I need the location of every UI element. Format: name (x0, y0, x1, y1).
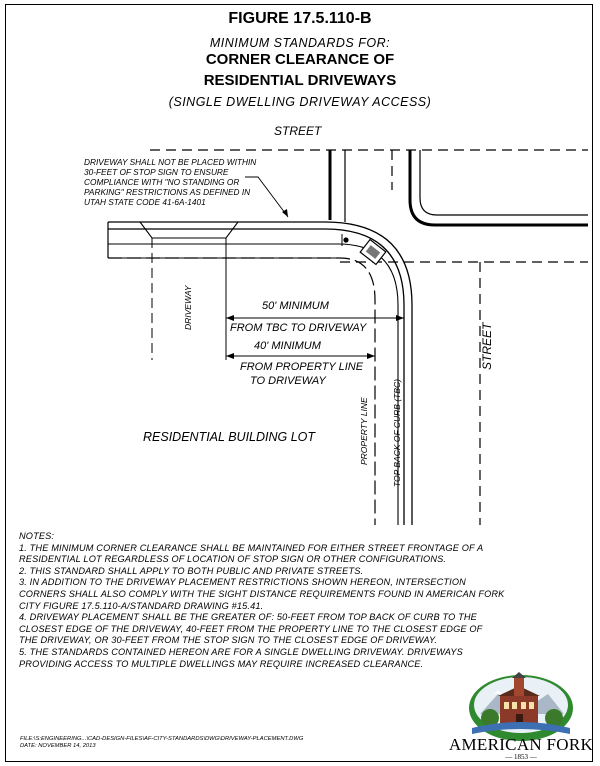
note-line: 2. THIS STANDARD SHALL APPLY TO BOTH PUBLIC AND PRIVATE STREETS. (19, 565, 364, 576)
note-line: 5. THE STANDARDS CONTAINED HEREON ARE FOR A SINGLE DWELLING DRIVEWAY. DRIVEWAYS (19, 646, 463, 657)
street-right-label: STREET (480, 322, 494, 370)
note-line: CORNERS SHALL ALSO COMPLY WITH THE SIGHT DISTANCE REQUIREMENTS FOUND IN AMERICAN FORK (19, 588, 505, 599)
far-corner-curb (410, 150, 588, 225)
figure-heading-line2: RESIDENTIAL DRIVEWAYS (203, 72, 397, 89)
dim-50-value: 50' MINIMUM (262, 300, 329, 312)
tbc-label: TOP BACK OF CURB (TBC) (392, 379, 402, 487)
logo-year: — 1853 — (505, 753, 537, 761)
dim-40-value: 40' MINIMUM (254, 340, 321, 352)
figure-number: FIGURE 17.5.110-B (228, 10, 372, 27)
file-path: FILE:\S:ENGINEERING...\CAD-DESIGN-FILES\AF-CITY-STANDARDS\DWG\DRIVEWAY-PLACEMENT.DWG (20, 736, 304, 742)
lot-label: RESIDENTIAL BUILDING LOT (143, 430, 316, 444)
property-line (108, 258, 375, 525)
property-line-label: PROPERTY LINE (359, 397, 369, 465)
dim-50-desc: FROM TBC TO DRIVEWAY (230, 322, 367, 334)
note-line: 4. DRIVEWAY PLACEMENT SHALL BE THE GREATER OF: 50-FEET FROM TOP BACK OF CURB TO THE (19, 612, 477, 623)
curb-line-outer (108, 222, 412, 525)
street-top-label: STREET (274, 124, 322, 138)
stop-sign-icon (343, 237, 348, 242)
figure-scope: (SINGLE DWELLING DRIVEWAY ACCESS) (168, 95, 432, 109)
file-footer (20, 736, 303, 750)
far-corner-back (420, 150, 588, 215)
note-line: CITY FIGURE 17.5.110-A/STANDARD DRAWING #15.41. (19, 600, 264, 611)
note-line: THE DRIVEWAY, OR 30-FEET FROM THE STOP SIGN TO THE CLOSEST EDGE OF DRIVEWAY. (19, 635, 438, 646)
logo-wordmark: AMERICAN FORK (448, 735, 594, 754)
dim-40-desc-line1: FROM PROPERTY LINE (240, 361, 364, 373)
driveway-flare (140, 222, 238, 238)
notes-heading: NOTES: (19, 531, 55, 541)
driveway-label: DRIVEWAY (183, 285, 193, 330)
note-line: 3. IN ADDITION TO THE DRIVEWAY PLACEMENT RESTRICTIONS SHOWN HEREON, INTERSECTION (19, 577, 466, 588)
notes-block (19, 531, 594, 670)
figure-heading-line1: CORNER CLEARANCE OF (205, 51, 395, 68)
note-line: PROVIDING ACCESS TO MULTIPLE DWELLINGS MAY REQUIRE INCREASED CLEARANCE. (19, 658, 424, 669)
dim-40-desc-line2: TO DRIVEWAY (250, 375, 326, 387)
file-date: DATE: NOVEMBER 14, 2013 (20, 742, 96, 749)
figure-subtitle: MINIMUM STANDARDS FOR: (209, 36, 391, 50)
note-line: 1. THE MINIMUM CORNER CLEARANCE SHALL BE MAINTAINED FOR EITHER STREET FRONTAGE OF A (19, 542, 484, 553)
stop-sign-note: DRIVEWAY SHALL NOT BE PLACED WITHIN 30-FEET OF STOP SIGN TO ENSURE COMPLIANCE WITH "NO STANDING OR PARKING" RESTRICTIONS AS DEFINED IN UTAH STATE CODE 41-6A-1401 (84, 157, 257, 207)
note-line: RESIDENTIAL LOT REGARDLESS OF LOCATION OF STOP SIGN OR OTHER CONFIGURATIONS. (19, 554, 447, 565)
note-line: CLOSEST EDGE OF THE DRIVEWAY, 40-FEET FROM THE PROPERTY LINE TO THE CLOSEST EDGE OF (19, 623, 483, 634)
